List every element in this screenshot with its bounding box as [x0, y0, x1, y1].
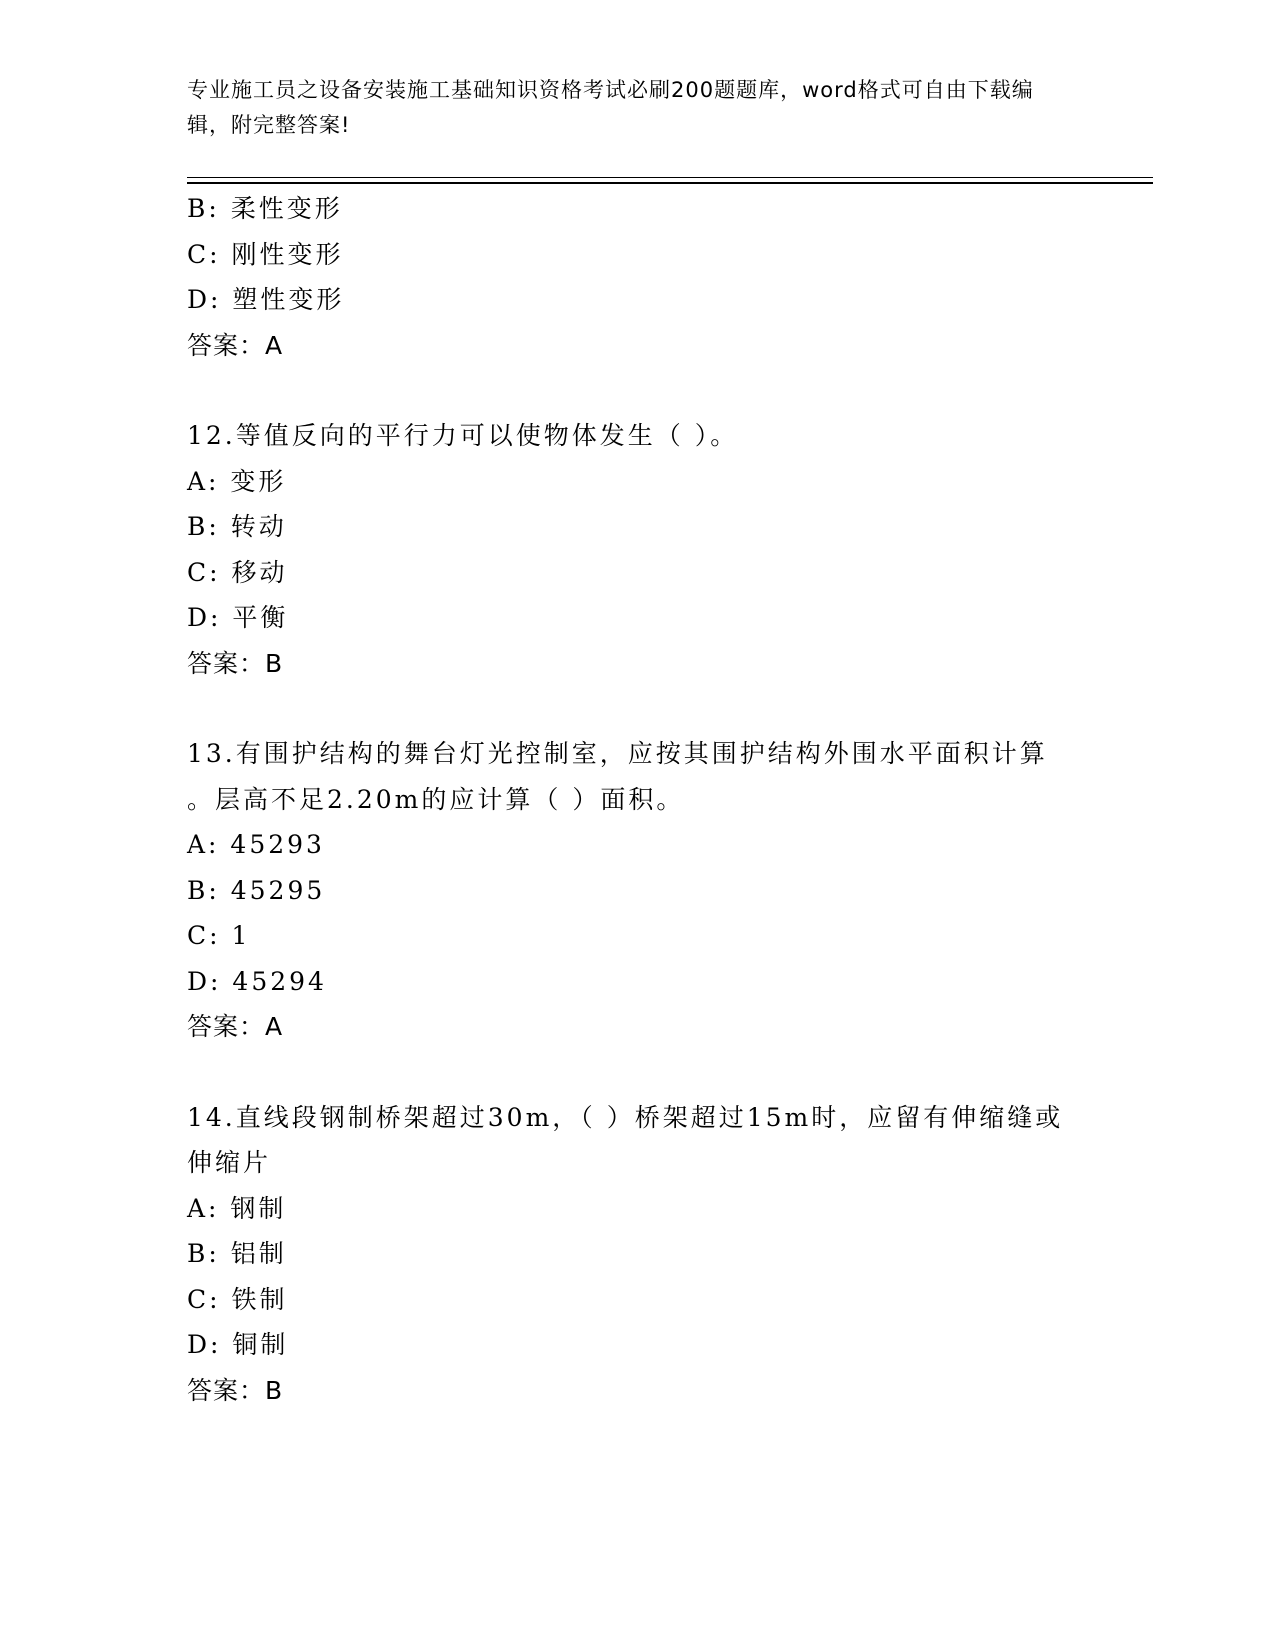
- spacer: [187, 368, 1087, 413]
- question-block: [187, 186, 1087, 368]
- option-c: C: 铁制: [187, 1284, 288, 1314]
- answer-line: 答案：B: [187, 648, 284, 678]
- option-d: D: 铜制: [187, 1330, 289, 1359]
- option-d: D: 塑性变形: [187, 285, 345, 314]
- option-c: C: 1: [187, 921, 251, 950]
- question-stem-line-1: 14.直线段钢制桥架超过30m，（ ）桥架超过15m时，应留有伸缩缝或: [187, 1102, 1064, 1132]
- document-header: 专业施工员之设备安装施工基础知识资格考试必刷200题题库，word格式可自由下载编辑，附完整答案!: [187, 78, 1034, 137]
- header-divider-thin: [187, 177, 1153, 178]
- question-block: [187, 1095, 1087, 1414]
- question-stem-line-2: 。层高不足2.20m的应计算（ ）面积。: [187, 784, 685, 814]
- question-stem-line-1: 13.有围护结构的舞台灯光控制室，应按其围护结构外围水平面积计算: [187, 739, 1048, 768]
- option-b: B: 铝制: [187, 1239, 287, 1268]
- option-b: B: 柔性变形: [187, 194, 343, 223]
- option-c: C: 刚性变形: [187, 239, 344, 269]
- question-block: [187, 731, 1087, 1050]
- answer-line: 答案：B: [187, 1375, 284, 1405]
- option-c: C: 移动: [187, 557, 288, 587]
- option-b: B: 45295: [187, 875, 326, 905]
- option-b: B: 转动: [187, 512, 287, 541]
- spacer: [187, 686, 1087, 731]
- option-a: A: 变形: [187, 466, 287, 496]
- question-stem-line-2: 伸缩片: [187, 1148, 272, 1177]
- option-d: D: 45294: [187, 966, 327, 996]
- question-block: [187, 413, 1087, 686]
- header-divider-thick: [187, 182, 1153, 184]
- option-a: A: 钢制: [187, 1193, 287, 1223]
- option-a: A: 45293: [187, 830, 325, 859]
- question-list: [187, 186, 1087, 1413]
- answer-line: 答案：A: [187, 330, 284, 360]
- question-stem: 12.等值反向的平行力可以使物体发生（ ）。: [187, 421, 739, 450]
- spacer: [187, 1050, 1087, 1095]
- answer-line: 答案：A: [187, 1012, 284, 1041]
- option-d: D: 平衡: [187, 603, 289, 632]
